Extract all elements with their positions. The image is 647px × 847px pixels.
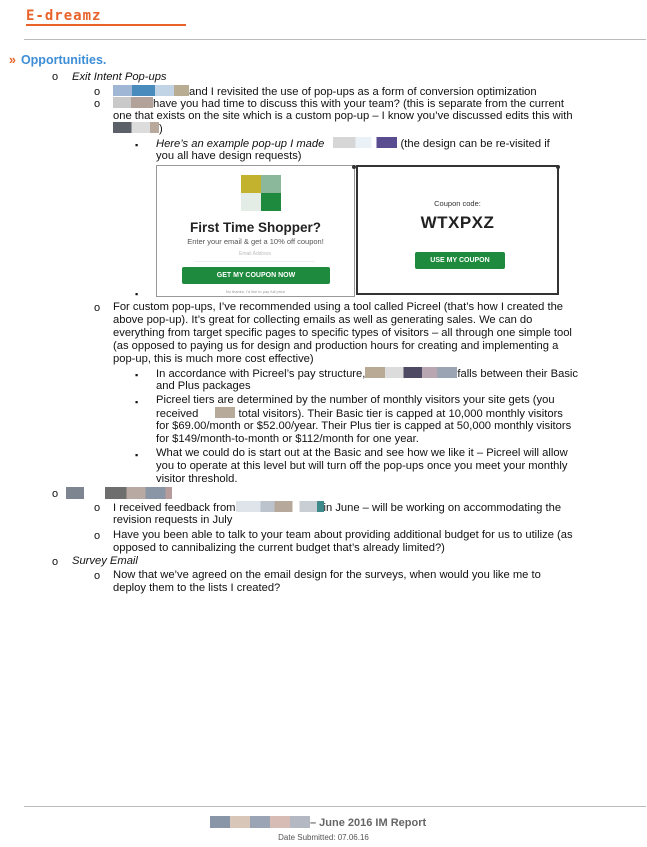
list-item: Here’s an example pop-up I made (the design can be re-visited if — [156, 138, 550, 150]
email-field[interactable]: Email Address — [195, 251, 315, 262]
list-item-continued: opposed to cannibalizing the current budget that’s already limited?) — [113, 542, 445, 554]
list-item-continued: you all have design requests) — [156, 150, 302, 162]
survey-heading: Survey Email — [72, 555, 138, 567]
list-item-continued: revision requests in July — [113, 514, 233, 526]
list-item: I received feedback from in June – will be working on accommodating the — [113, 502, 562, 514]
bullet-filled: ▪ — [135, 450, 139, 460]
get-coupon-button[interactable]: GET MY COUPON NOW — [182, 267, 330, 284]
resize-handle[interactable] — [556, 165, 560, 169]
list-item-continued: pop-up, this is much more cost effective) — [113, 353, 314, 365]
bullet-filled: ▪ — [135, 140, 139, 150]
list-item: In accordance with Picreel’s pay structure, falls between their Basic — [156, 368, 578, 380]
bullet-open: o — [52, 556, 59, 568]
footer-date: Date Submitted: 07.06.16 — [278, 833, 369, 842]
popup-subtitle: Enter your email & get a 10% off coupon! — [187, 237, 324, 246]
list-item-continued: ) — [113, 122, 163, 136]
list-item-continued: visitor threshold. — [156, 473, 238, 485]
popup-example-signup — [156, 165, 355, 297]
use-coupon-button[interactable]: USE MY COUPON — [415, 252, 505, 269]
redacted-text — [113, 97, 153, 108]
list-item-continued: for $69.00/month or $52.00/year. Their Plus tier is capped at 50,000 monthly visitors — [156, 420, 572, 432]
list-item-continued: you to operate at this level but will turn off the pop-ups once you meet your monthly — [156, 460, 568, 472]
coupon-label: Coupon code: — [434, 199, 481, 208]
list-item-continued: received total visitors). Their Basic tier is capped at 10,000 monthly visitors — [156, 408, 563, 420]
list-item: Picreel tiers are determined by the number of monthly visitors your site gets (you — [156, 394, 555, 406]
footer-title: – June 2016 IM Report — [210, 816, 426, 829]
redacted-text — [113, 85, 189, 96]
bullet-filled: ▪ — [135, 289, 139, 299]
footer-divider — [24, 806, 646, 807]
bullet-open: o — [52, 488, 59, 500]
company-logo: E-dreamz — [26, 8, 102, 24]
redacted-text — [365, 367, 457, 378]
redacted-text — [215, 407, 235, 418]
section-title: Opportunities. — [20, 53, 107, 67]
bullet-open: o — [94, 502, 101, 514]
arrow-icon: » — [9, 53, 16, 67]
list-item: Have you been able to talk to your team about providing additional budget for us to utilize (as — [113, 529, 573, 541]
redacted-text — [236, 501, 324, 512]
bullet-open: o — [52, 71, 59, 83]
decline-link[interactable]: No thanks, I'd like to pay full price — [225, 289, 286, 294]
bullet-open: o — [94, 302, 101, 314]
coupon-code: WTXPXZ — [420, 213, 495, 232]
redacted-text — [66, 487, 172, 499]
header-divider — [24, 39, 646, 40]
bullet-filled: ▪ — [135, 397, 139, 407]
redacted-heading — [66, 487, 172, 502]
popup-title: First Time Shopper? — [189, 220, 322, 235]
list-item-continued: one that exists on the site which is a custom pop-up – I know you’ve discussed edits this with — [113, 110, 573, 122]
resize-handle[interactable] — [352, 165, 356, 169]
list-item: For custom pop-ups, I’ve recommended using a tool called Picreel (that’s how I created the — [113, 301, 564, 313]
bullet-open: o — [94, 570, 101, 582]
bullet-open: o — [94, 86, 101, 98]
list-item-continued: deploy them to the lists I created? — [113, 582, 281, 594]
list-item: have you had time to discuss this with your team? (this is separate from the current — [113, 97, 564, 111]
list-item: What we could do is start out at the Basic and see how we like it – Picreel will allow — [156, 447, 568, 459]
list-item-continued: above pop-up). It’s great for collecting emails as well as generating sales. We can do — [113, 314, 533, 326]
brand-logo-icon — [241, 175, 281, 211]
exit-intent-heading: Exit Intent Pop-ups — [72, 71, 167, 83]
redacted-text — [113, 122, 159, 133]
list-item-continued: (as opposed to paying us for design and production hours for creating and implementing a — [113, 340, 559, 352]
list-item-continued: and Plus packages — [156, 380, 251, 392]
section-heading — [9, 53, 106, 67]
redacted-text — [333, 137, 397, 148]
popup-example-coupon — [356, 165, 559, 295]
logo-underline — [26, 24, 186, 26]
list-item-continued: everything from target specific pages to specific types of visitors – all through one simple tool — [113, 327, 572, 339]
bullet-filled: ▪ — [135, 370, 139, 380]
redacted-text — [210, 816, 310, 828]
list-item: Now that we’ve agreed on the email design for the surveys, when would you like me to — [113, 569, 541, 581]
list-item: and I revisited the use of pop-ups as a form of conversion optimization — [113, 85, 537, 99]
list-item-continued: for $149/month-to-month or $112/month for one year. — [156, 433, 419, 445]
bullet-open: o — [94, 98, 101, 110]
bullet-open: o — [94, 530, 101, 542]
